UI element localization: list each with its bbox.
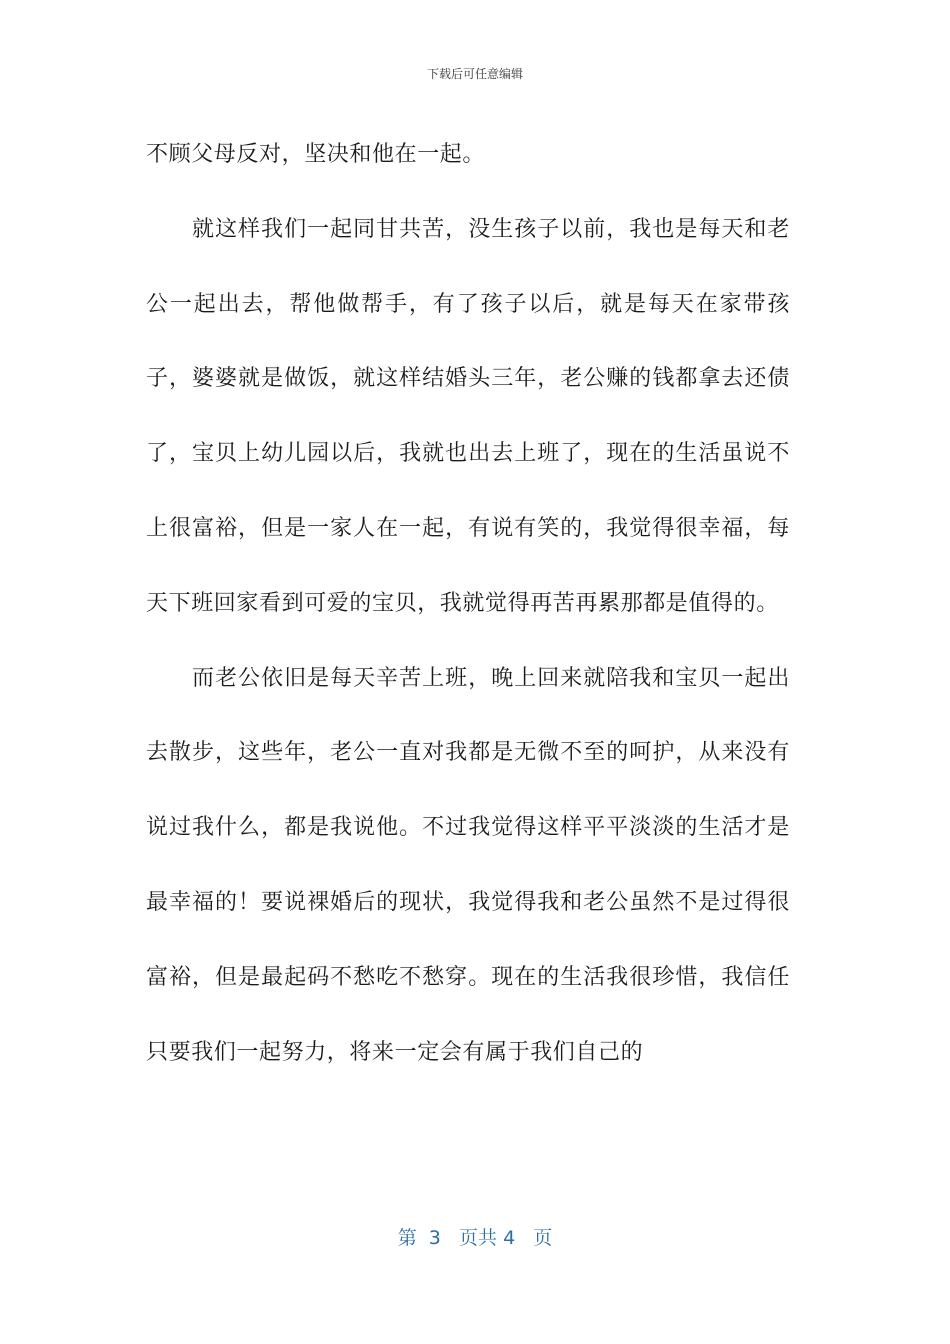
paragraph-1: 不顾父母反对，坚决和他在一起。 [146,142,486,167]
footer-total-pages: 4 [503,1227,516,1249]
footer-suffix: 页 [533,1227,553,1249]
page-footer [0,1224,950,1252]
paragraph-3: 而老公依旧是每天辛苦上班，晚上回来就陪我和宝贝一起出去散步，这些年，老公一直对我都是无微不至的呵护，从来没有说过我什么，都是我说他。不过我觉得这样平平淡淡的生活才是最幸福的！要说裸婚后的现状，我觉得我和老公虽然不是过得很富裕，但是最起码不愁吃不愁穿。现在的生活我很珍惜，我信任只要我们一起努力，将来一定会有属于我们自己的 [146,665,790,1065]
paragraph-2: 就这样我们一起同甘共苦，没生孩子以前，我也是每天和老公一起出去，帮他做帮手，有了孩子以后，就是每天在家带孩子，婆婆就是做饭，就这样结婚头三年，老公赚的钱都拿去还债了，宝贝上幼儿园以后，我就也出去上班了，现在的生活虽说不上很富裕，但是一家人在一起，有说有笑的，我觉得很幸福，每天下班回家看到可爱的宝贝，我就觉得再苦再累那都是值得的。 [146,216,790,616]
document-body [146,118,790,1090]
footer-current-page: 3 [428,1227,441,1249]
footer-middle: 页共 [459,1227,498,1249]
page-header-note: 下载后可任意编辑 [426,67,523,81]
footer-prefix: 第 [397,1227,417,1249]
